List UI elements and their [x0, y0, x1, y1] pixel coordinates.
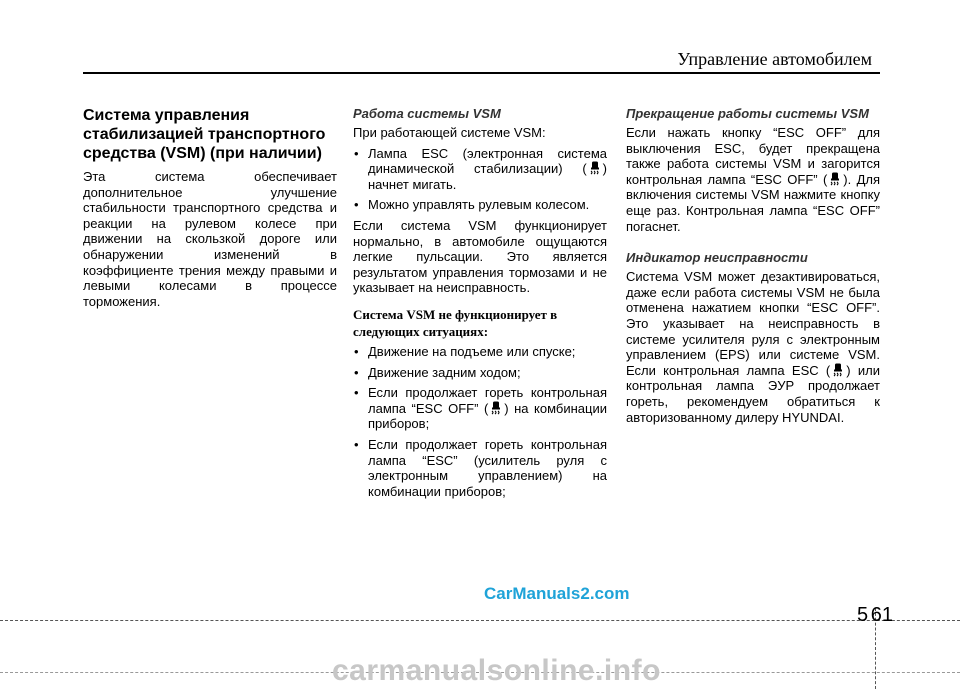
spacer	[626, 239, 880, 250]
list-item	[353, 385, 607, 432]
malfunction-paragraph	[626, 269, 880, 425]
column-2	[353, 106, 607, 504]
conditions-heading: Система VSM не функционирует в следующих ситуациях:	[353, 306, 558, 339]
skid-car-off-icon	[829, 172, 841, 187]
operation-intro: При работающей системе VSM:	[353, 125, 546, 140]
subsection-title-deactivation: Прекращение работы системы VSM	[626, 106, 869, 121]
paragraph-text: ). Для включения системы VSM нажмите кнопку еще раз. Контрольная лампа “ESC OFF” погаснет.	[626, 171, 881, 234]
paragraph-text: Если нажать кнопку “ESC OFF” для выключения ESC, будет прекращена также работа системы VSM и загорится контрольная лампа “ESC OFF” (	[626, 125, 880, 187]
list-item	[353, 146, 607, 193]
section-title: Система управления стабилизацией транспортного средства (VSM) (при наличии)	[83, 107, 326, 162]
page-number: 61	[870, 604, 893, 626]
paragraph-text: ) или контрольная лампа ЭУР продолжает гореть, рекомендуем обратиться к авторизованному дилеру HYUNDAI.	[626, 362, 880, 425]
intro-paragraph: Эта система обеспечивает дополнительное улучшение стабильности транспортного средства и реакции на рулевом колесе при движении на скользкой дороге или обнаружении изменений в коэффициенте трения между правыми и левыми колесами в процессе торможения.	[83, 169, 337, 309]
paragraph-text: Система VSM может дезактивироваться, даже если работа системы VSM не была отменена нажатием кнопки “ESC OFF”. Это указывает на неисправность в системе усилителя руля с электронным управлением (EPS) или системе VSM. Если контрольная лампа ESC (	[626, 269, 880, 378]
list-item-text: Лампа ESC (электронная система динамической стабилизации) (	[368, 145, 607, 177]
column-1	[83, 106, 337, 314]
list-item: • Если продолжает гореть контрольная лампа “ESC” (усилитель руля с электронным управлением) на комбинации приборов;	[353, 437, 607, 499]
list-item-text: ) начнет мигать.	[368, 161, 607, 192]
watermark-carmanualsonline[interactable]: carmanualsonline.info	[332, 654, 661, 687]
list-item: • Движение задним ходом;	[353, 365, 607, 381]
subsection-title-malfunction: Индикатор неисправности	[626, 250, 808, 266]
list-item: • Движение на подъеме или спуске;	[353, 344, 607, 360]
operation-paragraph: Если система VSM функционирует нормально, в автомобиле ощущаются легкие пульсации. Это является результатом управления тормозами и не указывает на неисправность.	[353, 217, 607, 296]
skid-car-icon	[832, 363, 844, 378]
column-3	[626, 106, 880, 430]
skid-car-icon	[589, 161, 601, 176]
section-number: 5	[857, 604, 869, 626]
skid-car-off-icon	[490, 401, 502, 416]
header-title: Управление автомобилем	[677, 49, 872, 69]
deactivation-paragraph	[626, 125, 880, 234]
list-item-text: ) на комбинации приборов;	[368, 400, 607, 432]
header-rule	[83, 72, 880, 74]
footer-divider	[0, 620, 960, 621]
subsection-title-operation: Работа системы VSM	[353, 106, 501, 121]
list-item-text: Если продолжает гореть контрольная лампа “ESC OFF” (	[368, 385, 607, 416]
list-item: • Можно управлять рулевым колесом.	[353, 197, 607, 213]
watermark-carmanuals2[interactable]: CarManuals2.com	[484, 584, 630, 603]
